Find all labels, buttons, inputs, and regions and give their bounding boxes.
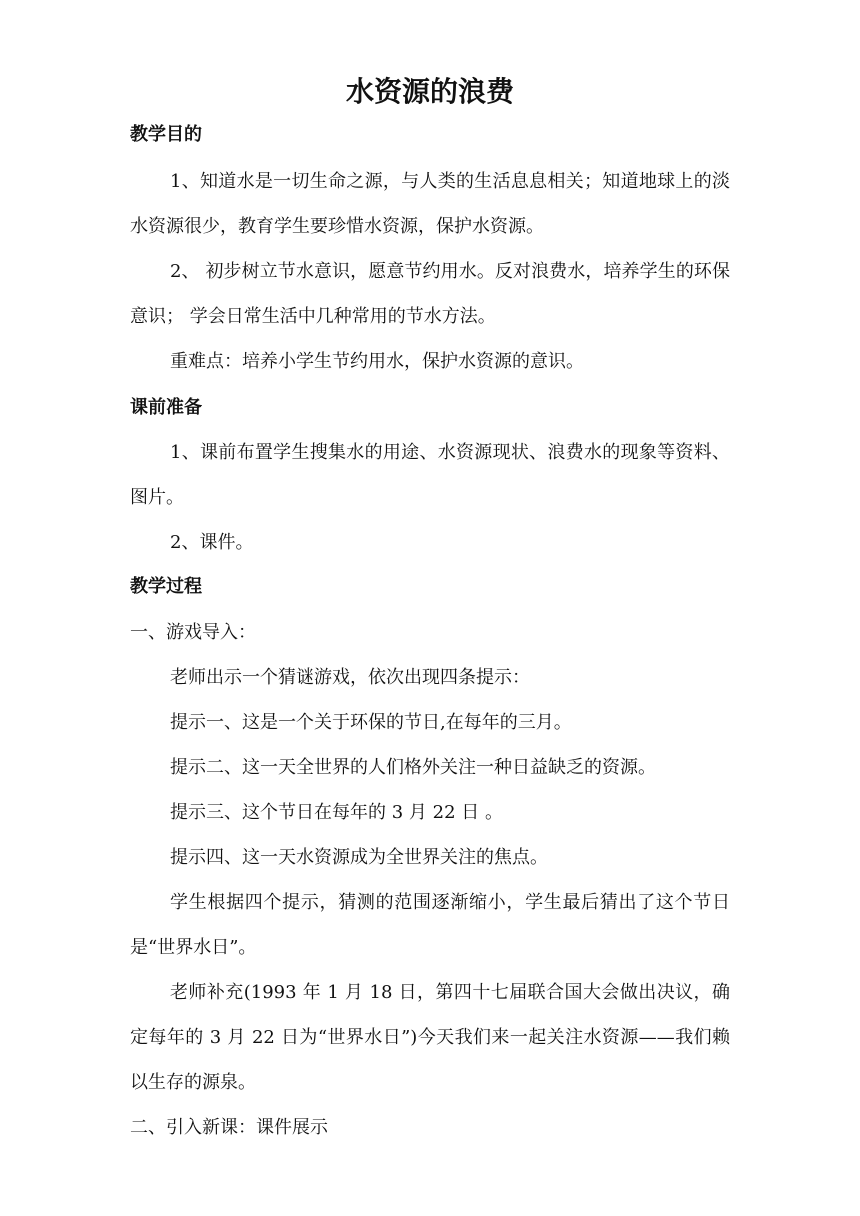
section-heading-objectives: 教学目的: [130, 124, 202, 145]
hint-1: 提示一、这是一个关于环保的节日,在每年的三月。: [170, 712, 572, 733]
hint-3: 提示三、这个节日在每年的 3 月 22 日 。: [170, 802, 503, 823]
document-title: 水资源的浪费: [345, 75, 514, 108]
paragraph-student-guess: 学生根据四个提示，猜测的范围逐渐缩小，学生最后猜出了这个节日是“世界水日”。: [130, 892, 730, 958]
paragraph-key-difficulty: 重难点：培养小学生节约用水，保护水资源的意识。: [170, 351, 584, 372]
step-heading-game-intro: 一、游戏导入：: [130, 622, 256, 643]
hint-4: 提示四、这一天水资源成为全世界关注的焦点。: [170, 847, 548, 868]
paragraph-objective-1: 1、知道水是一切生命之源，与人类的生活息息相关；知道地球上的淡水资源很少，教育学生要珍惜水资源，保护水资源。: [130, 171, 730, 237]
paragraph-teacher-supplement: 老师补充(1993 年 1 月 18 日，第四十七届联合国大会做出决议，确定每年的 3 月 22 日为“世界水日”)今天我们来一起关注水资源——我们赖以生存的源泉。: [130, 982, 730, 1093]
paragraph-preparation-1: 1、课前布置学生搜集水的用途、水资源现状、浪费水的现象等资料、图片。: [130, 442, 730, 508]
hint-2: 提示二、这一天全世界的人们格外关注一种日益缺乏的资源。: [170, 757, 656, 778]
section-heading-preparation: 课前准备: [130, 397, 202, 418]
paragraph-objective-2: 2、 初步树立节水意识，愿意节约用水。反对浪费水，培养学生的环保意识； 学会日常生活中几种常用的节水方法。: [130, 261, 730, 327]
step-heading-new-lesson: 二、引入新课：课件展示: [130, 1117, 328, 1138]
paragraph-preparation-2: 2、课件。: [170, 532, 254, 553]
section-heading-process: 教学过程: [130, 576, 202, 597]
paragraph-riddle-intro: 老师出示一个猜谜游戏，依次出现四条提示：: [170, 667, 530, 688]
